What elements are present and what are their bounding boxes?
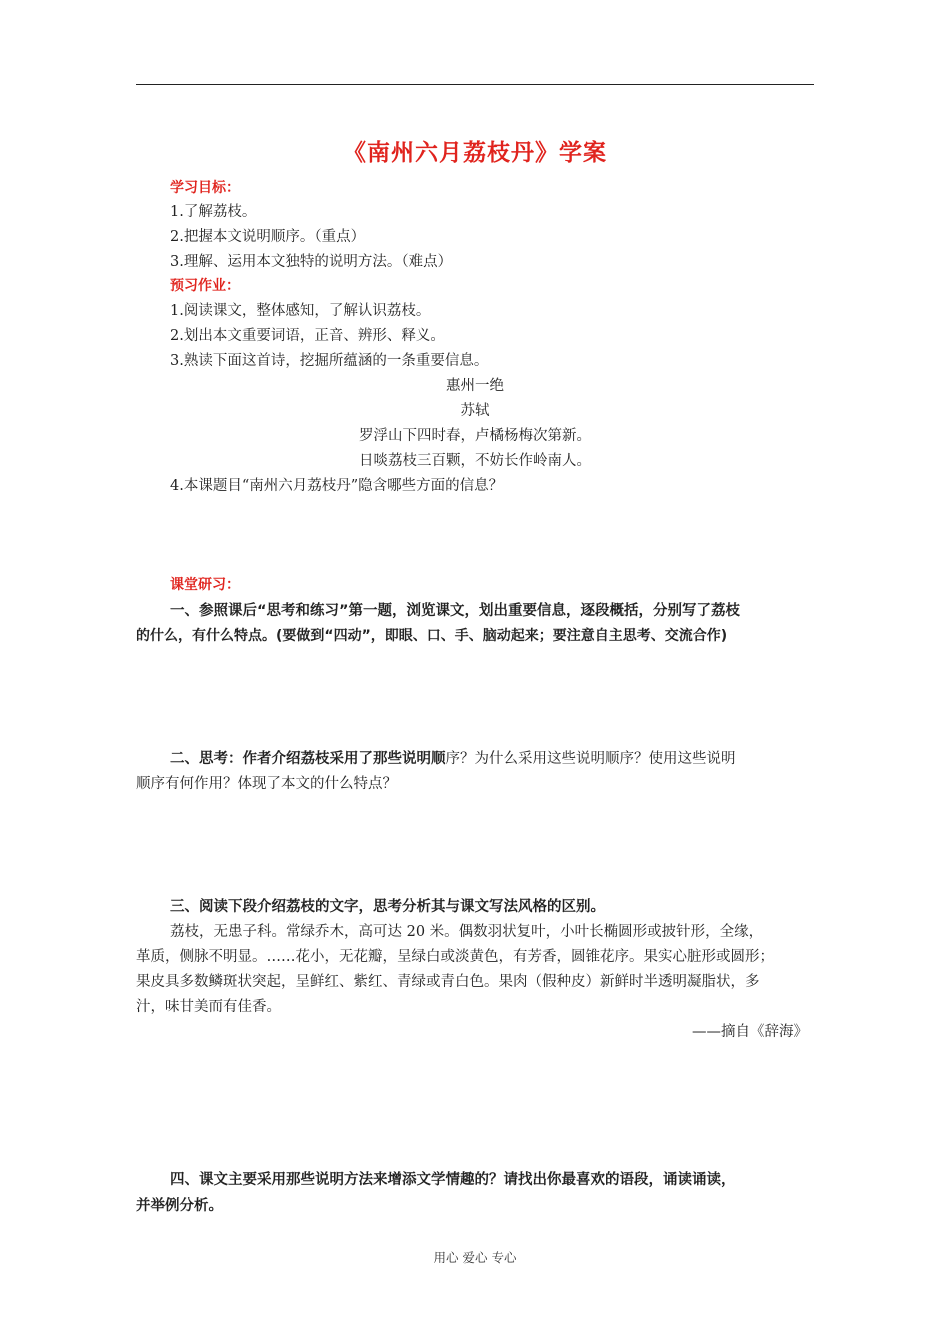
poem-line-1: 罗浮山下四时春，卢橘杨梅次第新。 bbox=[359, 428, 591, 444]
question-4-line-1: 四、课文主要采用那些说明方法来增添文学情趣的？请找出你最喜欢的语段，诵读诵读， bbox=[170, 1172, 736, 1188]
preview-item-4: 4.本课题目“南州六月荔枝丹”隐含哪些方面的信息？ bbox=[170, 478, 504, 494]
preview-item-3: 3.熟读下面这首诗，挖掘所蕴涵的一条重要信息。 bbox=[170, 353, 489, 369]
poem-line-2: 日啖荔枝三百颗，不妨长作岭南人。 bbox=[359, 453, 591, 469]
goal-item-2: 2.把握本文说明顺序。（重点） bbox=[170, 229, 366, 245]
question-1-line-1: 一、参照课后“思考和练习”第一题，浏览课文，划出重要信息，逐段概括，分别写了荔枝 bbox=[170, 603, 741, 619]
preview-item-1: 1.阅读课文，整体感知，了解认识荔枝。 bbox=[170, 303, 431, 319]
question-4-line-2: 并举例分析。 bbox=[136, 1198, 223, 1214]
question-2-bold: 二、思考：作者介绍荔枝采用了那些说明顺 bbox=[170, 751, 446, 767]
q3-source: ——摘自《辞海》 bbox=[692, 1024, 808, 1040]
classroom-heading: 课堂研习： bbox=[170, 577, 240, 593]
question-2-line-2: 顺序有何作用？体现了本文的什么特点？ bbox=[136, 776, 397, 792]
page-title: 《南州六月荔枝丹》学案 bbox=[343, 140, 607, 166]
question-3-heading: 三、阅读下段介绍荔枝的文字，思考分析其与课文写法风格的区别。 bbox=[170, 899, 605, 915]
page-footer: 用心 爱心 专心 bbox=[433, 1250, 517, 1265]
header-rule bbox=[136, 84, 814, 85]
goals-heading: 学习目标： bbox=[170, 180, 240, 196]
question-2-rest: 序？为什么采用这些说明顺序？使用这些说明 bbox=[445, 751, 736, 767]
preview-heading: 预习作业： bbox=[170, 278, 240, 294]
q3-text-line-1: 荔枝，无患子科。常绿乔木，高可达 20 米。偶数羽状复叶，小叶长椭圆形或披针形，全缘， bbox=[170, 924, 764, 940]
question-2-line-1 bbox=[170, 749, 736, 769]
question-1-line-2: 的什么，有什么特点。(要做到“四动”，即眼、口、手、脑动起来；要注意自主思考、交流合作) bbox=[136, 628, 728, 644]
poem-title: 惠州一绝 bbox=[446, 378, 504, 394]
q3-text-line-4: 汁，味甘美而有佳香。 bbox=[136, 999, 281, 1015]
q3-text-line-2: 革质，侧脉不明显。……花小，无花瓣，呈绿白或淡黄色，有芳香，圆锥花序。果实心脏形或圆形； bbox=[136, 949, 774, 965]
goal-item-3: 3.理解、运用本文独特的说明方法。（难点） bbox=[170, 254, 453, 270]
poem-author: 苏轼 bbox=[460, 403, 490, 419]
preview-item-2: 2.划出本文重要词语，正音、辨形、释义。 bbox=[170, 328, 445, 344]
q3-text-line-3: 果皮具多数鳞斑状突起，呈鲜红、紫红、青绿或青白色。果肉（假种皮）新鲜时半透明凝脂状，多 bbox=[136, 974, 760, 990]
goal-item-1: 1.了解荔枝。 bbox=[170, 204, 257, 220]
